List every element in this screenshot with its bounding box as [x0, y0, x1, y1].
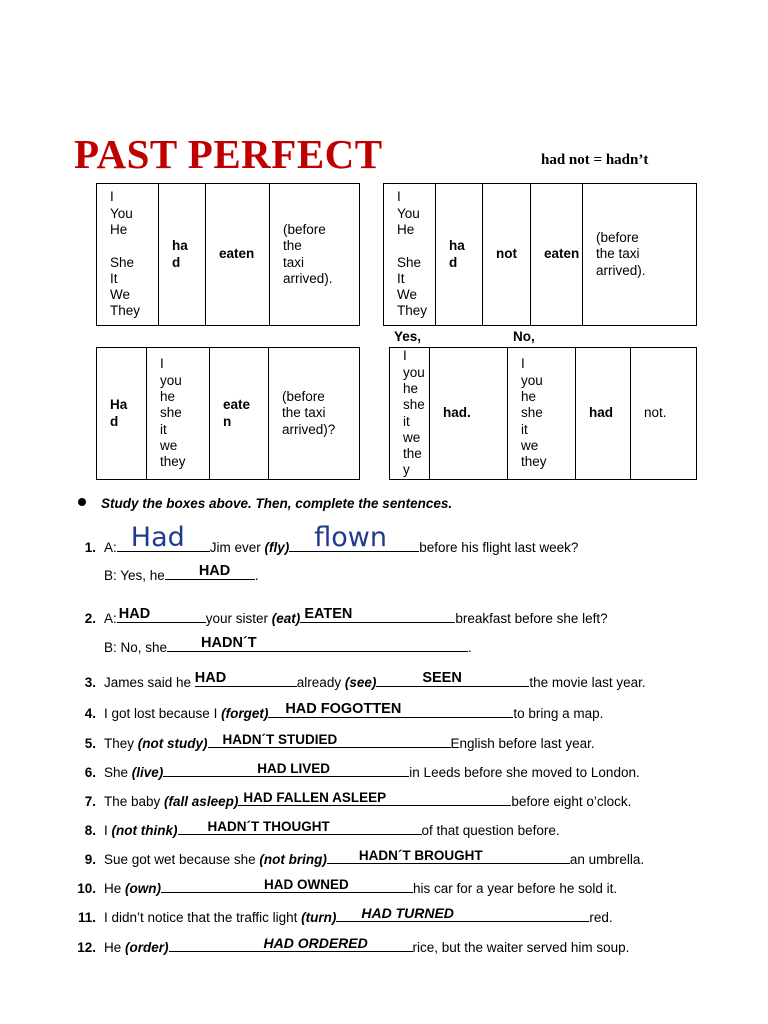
sentence [104, 906, 613, 925]
answer-blank[interactable] [178, 819, 422, 835]
sentence-text: before eight o’clock. [511, 794, 632, 809]
instruction [78, 496, 452, 511]
page-title: PAST PERFECT [74, 131, 383, 177]
sentence-text: . [468, 640, 472, 655]
exercise-number: 6. [84, 765, 96, 780]
exercise-number: 2. [84, 611, 96, 626]
verb-cue: (order) [125, 940, 169, 955]
answer-blank[interactable] [167, 636, 468, 652]
no-not: not. [631, 348, 697, 480]
exercise-2-b [0, 636, 768, 658]
exercise-number: 1. [84, 540, 96, 555]
short-answers-table [389, 347, 697, 480]
exercise-5 [0, 732, 768, 754]
affirmative-verb: eaten [206, 184, 270, 326]
question-time: (before the taxi arrived)? [269, 348, 360, 480]
answer-blank[interactable] [238, 790, 511, 806]
exercise-3 [0, 671, 768, 693]
sentence-text: A: [104, 611, 117, 626]
sentence-text: A: [104, 540, 117, 555]
question-pronouns: I you he she it we they [147, 348, 210, 480]
no-pronouns: I you he she it we they [508, 348, 576, 480]
sentence [104, 790, 631, 809]
sentence-text: She [104, 765, 132, 780]
answer-text: HAD ORDERED [263, 935, 368, 951]
exercise-number: 12. [77, 940, 96, 955]
verb-cue: (eat) [271, 611, 301, 626]
sentence [104, 761, 640, 780]
answer-blank[interactable] [268, 702, 513, 718]
yes-aux: had. [430, 348, 508, 480]
sentence-text: English before last year. [450, 736, 595, 751]
yes-pronouns: I you he she it we the y [390, 348, 430, 480]
answer-text: Had [130, 522, 185, 553]
sentence-text: in Leeds before she moved to London. [409, 765, 640, 780]
answer-blank[interactable] [327, 848, 570, 864]
sentence-text: They [104, 736, 138, 751]
answer-blank[interactable] [161, 877, 413, 893]
affirmative-time: (before the taxi arrived). [270, 184, 360, 326]
sentence [104, 819, 560, 838]
affirmative-pronouns: I You He She It We They [97, 184, 159, 326]
verb-cue: (fall asleep) [164, 794, 239, 809]
yes-label: Yes, [394, 329, 422, 344]
question-table [96, 347, 360, 480]
exercise-11 [0, 906, 768, 928]
sentence-text: breakfast before she left? [455, 611, 608, 626]
verb-cue: (not study) [137, 736, 208, 751]
verb-cue: (not bring) [259, 852, 327, 867]
answer-blank[interactable] [208, 732, 451, 748]
negative-not: not [483, 184, 531, 326]
sentence-text: of that question before. [421, 823, 560, 838]
answer-blank[interactable] [117, 522, 210, 553]
answer-blank[interactable] [117, 607, 206, 623]
answer-blank[interactable] [300, 607, 455, 623]
instruction-text: Study the boxes above. Then, complete the sentences. [101, 496, 453, 511]
sentence-text: your sister [205, 611, 272, 626]
bullet-icon [78, 498, 86, 506]
sentence [104, 564, 259, 583]
sentence-text: B: No, she [104, 640, 168, 655]
exercise-8 [0, 819, 768, 841]
verb-cue: (fly) [264, 540, 290, 555]
affirmative-table [96, 183, 360, 326]
sentence [104, 702, 603, 721]
sentence [104, 671, 646, 690]
sentence-text: I got lost because I [104, 706, 222, 721]
exercise-12 [0, 936, 768, 958]
no-aux: had [576, 348, 631, 480]
sentence-text: I [104, 823, 112, 838]
answer-text: HADN´T THOUGHT [207, 819, 330, 834]
exercise-9 [0, 848, 768, 870]
answer-text: HADN´T STUDIED [222, 732, 338, 747]
exercise-number: 8. [84, 823, 96, 838]
sentence [104, 936, 629, 955]
answer-blank[interactable] [165, 564, 255, 580]
answer-text: HAD LIVED [257, 761, 331, 776]
sentence-text: before his flight last week? [419, 540, 579, 555]
answer-blank[interactable] [163, 761, 409, 777]
negative-time: (before the taxi arrived). [583, 184, 697, 326]
answer-text: HAD OWNED [264, 877, 349, 892]
answer-blank[interactable] [169, 936, 413, 952]
answer-text: HAD [198, 563, 231, 579]
no-label: No, [513, 329, 535, 344]
sentence-text: Jim ever [209, 540, 265, 555]
exercise-7 [0, 790, 768, 812]
sentence-text: He [104, 881, 126, 896]
sentence [104, 732, 595, 751]
contraction-note: had not = hadn’t [541, 152, 649, 168]
sentence-text: the movie last year. [529, 675, 646, 690]
verb-cue: (not think) [111, 823, 178, 838]
sentence [104, 848, 644, 867]
sentence-text: I didn’t notice that the traffic light [104, 910, 302, 925]
exercise-10 [0, 877, 768, 899]
answer-text: HAD [194, 670, 227, 686]
sentence-text: . [254, 568, 259, 583]
question-verb: eate n [210, 348, 269, 480]
exercise-number: 9. [84, 852, 96, 867]
answer-blank[interactable] [195, 671, 297, 687]
negative-table [383, 183, 697, 326]
exercise-6 [0, 761, 768, 783]
sentence [104, 636, 472, 655]
negative-pronouns: I You He She It We They [384, 184, 436, 326]
answer-text: HAD TURNED [361, 905, 454, 921]
sentence-text: The baby [104, 794, 165, 809]
answer-text: flown [314, 522, 388, 553]
sentence [104, 607, 608, 626]
answer-text: HADN´T BROUGHT [358, 848, 483, 863]
negative-aux: ha d [436, 184, 483, 326]
sentence-text: his car for a year before he sold it. [413, 881, 618, 896]
sentence-text: an umbrella. [569, 852, 645, 867]
answer-blank[interactable] [376, 671, 529, 687]
answer-text: HADN´T [201, 635, 257, 651]
verb-cue: (forget) [221, 706, 269, 721]
exercise-number: 5. [84, 736, 96, 751]
exercise-1-a [0, 522, 768, 558]
answer-text: SEEN [422, 670, 462, 686]
sentence-text: Sue got wet because she [104, 852, 260, 867]
exercise-2-a [0, 607, 768, 629]
answer-text: HAD FOGOTTEN [285, 701, 402, 717]
affirmative-aux: ha d [159, 184, 206, 326]
sentence-text: already [296, 675, 345, 690]
sentence-text: red. [589, 910, 613, 925]
answer-text: EATEN [304, 606, 353, 622]
exercise-number: 3. [84, 675, 96, 690]
sentence [104, 522, 579, 555]
exercise-number: 4. [84, 706, 96, 721]
question-aux: Ha d [97, 348, 147, 480]
verb-cue: (turn) [301, 910, 337, 925]
negative-verb: eaten [531, 184, 583, 326]
verb-cue: (live) [131, 765, 164, 780]
answer-blank[interactable] [336, 906, 589, 922]
sentence-text: rice, but the waiter served him soup. [412, 940, 630, 955]
sentence-text: to bring a map. [513, 706, 604, 721]
verb-cue: (see) [344, 675, 377, 690]
verb-cue: (own) [125, 881, 162, 896]
exercise-1-b [0, 564, 768, 586]
answer-blank[interactable] [289, 522, 419, 553]
sentence-text: James said he [104, 675, 195, 690]
answer-text: HAD FALLEN ASLEEP [243, 790, 387, 805]
sentence [104, 877, 617, 896]
sentence-text: He [104, 940, 126, 955]
exercise-number: 11. [77, 910, 96, 925]
sentence-text: B: Yes, he [104, 568, 165, 583]
exercise-number: 10. [77, 881, 96, 896]
answer-text: HAD [118, 606, 151, 622]
exercise-number: 7. [84, 794, 96, 809]
exercise-4 [0, 702, 768, 724]
